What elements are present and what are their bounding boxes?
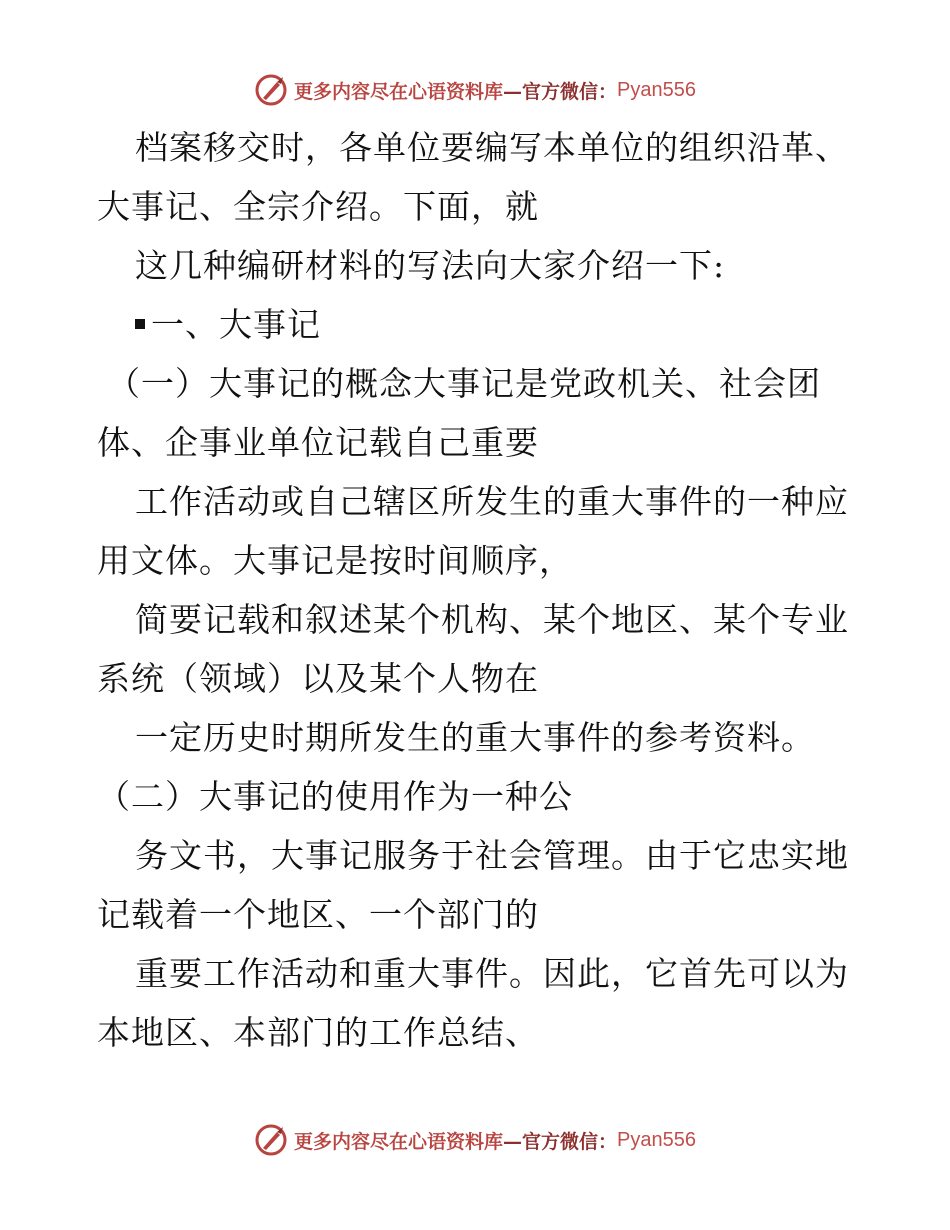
quill-logo-icon [254, 73, 288, 107]
watermark-wechat-id: Pyan556 [617, 1128, 696, 1151]
text-line: 一定历史时期所发生的重大事件的参考资料。 [135, 718, 815, 757]
watermark-brand: 更多内容尽在心语资料库 [294, 80, 504, 103]
watermark-official-label: —官方微信： [503, 1130, 618, 1153]
watermark-official-label: —官方微信： [503, 80, 618, 103]
text-line: 务文书，大事记服务于社会管理。由于它忠实地 [135, 836, 849, 875]
watermark-wechat-id: Pyan556 [617, 78, 696, 101]
text-line: 记载着一个地区、一个部门的 [97, 895, 539, 934]
text-line: 工作活动或自己辖区所发生的重大事件的一种应 [135, 482, 849, 521]
quill-logo-icon [254, 1123, 288, 1157]
text-line: 系统（领域）以及某个人物在 [97, 659, 539, 698]
text-line: 这几种编研材料的写法向大家介绍一下: [135, 246, 726, 285]
text-line: （二）大事记的使用作为一种公 [97, 777, 573, 816]
text-line: 大事记、全宗介绍。下面，就 [97, 187, 539, 226]
text-line: 本地区、本部门的工作总结、 [97, 1013, 539, 1052]
watermark-brand: 更多内容尽在心语资料库 [294, 1130, 504, 1153]
document-body [97, 118, 857, 1062]
text-line: 简要记载和叙述某个机构、某个地区、某个专业 [135, 600, 849, 639]
text-line: 体、企事业单位记载自己重要 [97, 423, 539, 462]
text-line: 用文体。大事记是按时间顺序， [97, 541, 573, 580]
text-line: 档案移交时，各单位要编写本单位的组织沿革、 [135, 128, 849, 167]
text-line: 重要工作活动和重大事件。因此，它首先可以为 [135, 954, 849, 993]
section-heading [97, 295, 857, 354]
section-heading-text: 一、大事记 [151, 305, 321, 344]
header-watermark [0, 70, 950, 110]
bullet-square-icon [135, 319, 145, 329]
footer-watermark [0, 1120, 950, 1160]
text-line: （一）大事记的概念大事记是党政机关、社会团 [107, 364, 821, 403]
